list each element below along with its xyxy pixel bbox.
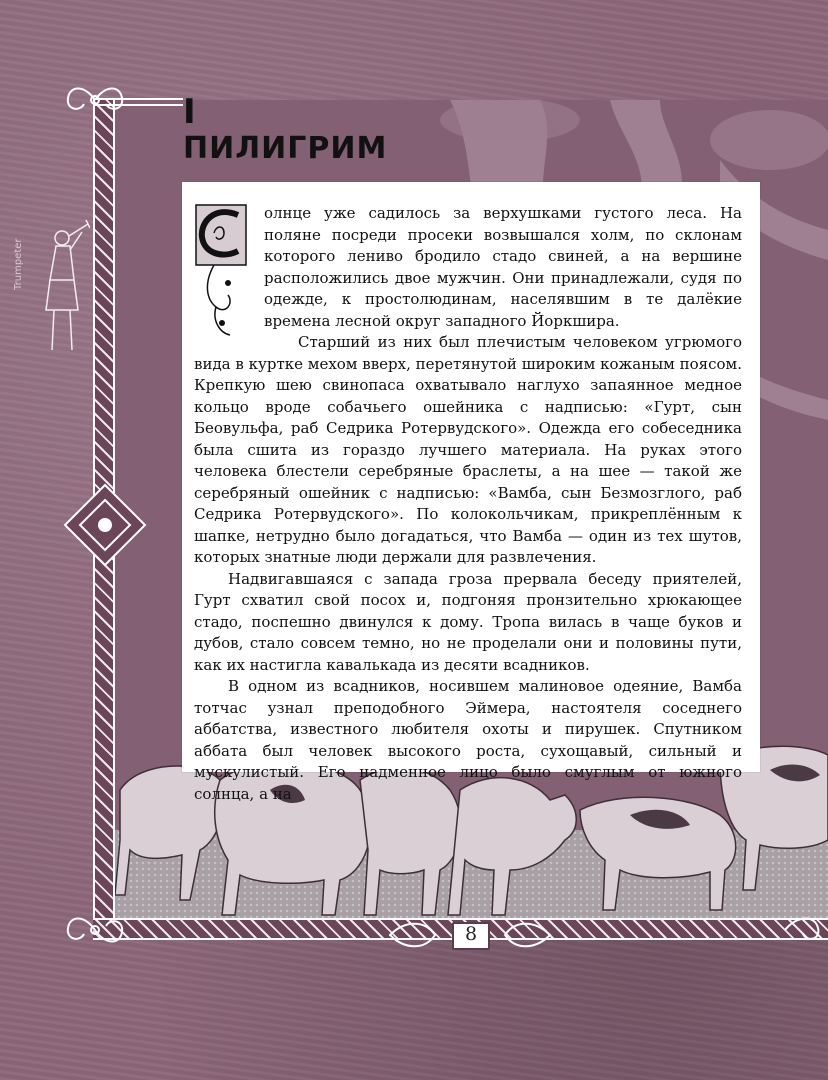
corner-ornament-bottom-right xyxy=(785,905,828,955)
trumpeter-label: Trumpeter xyxy=(13,238,24,290)
paragraph-4: В одном из всадников, носившем малиновое одеяние, Вамба тотчас узнал преподобного Эймера, настоятеля соседнего аббатства, известного любителя охоты и пирушек. Спутником аббата был человек высокого роста, сухощавый, сильный и мускулистый. Его надменное лицо было смуглым от южного солнца, а на xyxy=(194,677,742,803)
chapter-number: I xyxy=(183,92,196,132)
top-border-strip xyxy=(93,98,183,106)
body-text xyxy=(194,203,742,805)
paragraph-1: олнце уже садилось за верхушками густого леса. На поляне посреди просеки возвышался холм, по склонам которого лениво бродило стадо свиней, а на вершине расположились двое мужчин. Они принадлежали, судя по одежде, к простолюдинам, населявшим в те далёкие времена лесной округ западного Йоркшира. xyxy=(264,204,742,330)
paragraph-2: Старший из них был плечистым человеком угрюмого вида в куртке мехом вверх, перетянутой широким кожаным поясом. Крепкую шею свинопаса охватывало наглухо запаянное медное кольцо вроде собачьего ошейника с надписью: «Гурт, сын Беовульфа, раб Седрика Ротервудского». Одежда его собеседника была сшита из гораздо лучшего материала. На руках этого человека блестели серебряные браслеты, а на шее — такой же серебряный ошейник с надписью: «Вамба, сын Безмозглого, раб Седрика Ротервудского». По колокольчикам, прикреплённым к шапке, нетрудно было догадаться, что Вамба — один из тех шутов, которых знатные люди держали для развлечения. xyxy=(194,333,742,566)
diamond-ornament-left xyxy=(60,480,150,570)
chapter-title: ПИЛИГРИМ xyxy=(183,131,388,166)
dropcap-letter-illustration xyxy=(194,203,258,343)
trumpeter-figure xyxy=(30,210,90,400)
corner-ornament-bottom-left xyxy=(60,905,130,955)
page-number: 8 xyxy=(464,923,478,945)
paragraph-3: Надвигавшаяся с запада гроза прервала беседу приятелей, Гурт схватил свой посох и, подгоняя пронзительно хрюкающее стадо, поспешно двинулся к дому. Тропа вилась в чаще буков и дубов, стало совсем темно, но не проделали они и половины пути, как их настигла кавалькада из десяти всадников. xyxy=(194,569,742,674)
